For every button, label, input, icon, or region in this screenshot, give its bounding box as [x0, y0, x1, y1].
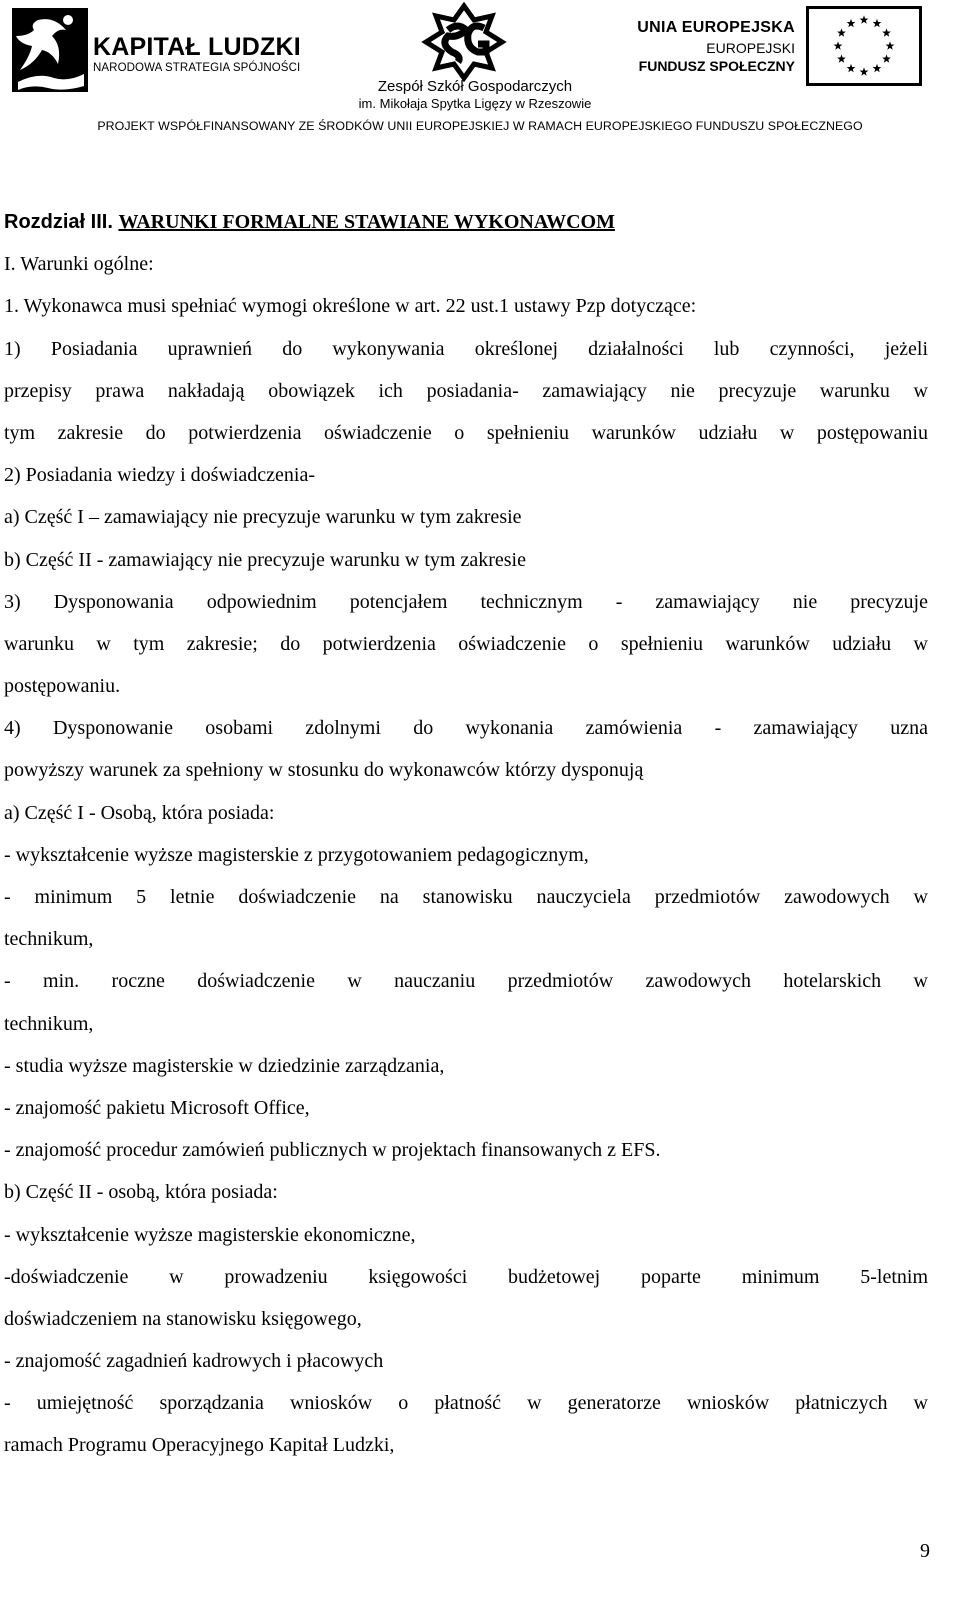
- kapital-ludzki-subtitle: NARODOWA STRATEGIA SPÓJNOŚCI: [93, 62, 301, 74]
- school-subname: im. Mikołaja Spytka Ligęzy w Rzeszowie: [358, 96, 592, 111]
- text-line: przepisy prawa nakładają obowiązek ich posiadania- zamawiający nie precyzuje warunku w: [4, 379, 928, 402]
- text-line: - studia wyższe magisterskie w dziedzinie zarządzania,: [4, 1054, 445, 1077]
- page-number: 9: [920, 1540, 930, 1562]
- school-emblem-icon: [418, 2, 510, 82]
- text-line: technikum,: [4, 928, 94, 951]
- document-header: [0, 0, 960, 145]
- text-line: - znajomość procedur zamówień publicznych w projektach finansowanych z EFS.: [4, 1139, 661, 1162]
- text-line: 2) Posiadania wiedzy i doświadczenia-: [4, 464, 316, 487]
- kapital-ludzki-logo-icon: [8, 6, 90, 94]
- chapter-heading-title: WARUNKI FORMALNE STAWIANE WYKONAWCOM: [118, 211, 615, 233]
- text-line: ramach Programu Operacyjnego Kapitał Ludzki,: [4, 1434, 395, 1457]
- text-line: 4) Dysponowanie osobami zdolnymi do wykonania zamówienia - zamawiający uzna: [4, 717, 928, 740]
- chapter-heading: [4, 201, 928, 243]
- text-line: - minimum 5 letnie doświadczenie na stanowisku nauczyciela przedmiotów zawodowych w: [4, 886, 928, 908]
- text-line: - wykształcenie wyższe magisterskie ekonomiczne,: [4, 1223, 416, 1246]
- text-line: 1) Posiadania uprawnień do wykonywania określonej działalności lub czynności, jeżeli: [4, 337, 928, 360]
- text-line: - umiejętność sporządzania wniosków o płatność w generatorze wniosków płatniczych w: [4, 1392, 928, 1415]
- text-line: -doświadczenie w prowadzeniu księgowości budżetowej poparte minimum 5-letnim: [4, 1265, 928, 1288]
- text-line: a) Część I - Osobą, która posiada:: [4, 801, 275, 824]
- text-line: tym zakresie do potwierdzenia oświadczenie o spełnieniu warunków udziału w postępowaniu: [4, 421, 928, 444]
- text-line: warunku w tym zakresie; do potwierdzenia oświadczenie o spełnieniu warunków udziału w: [4, 632, 928, 655]
- school-name: Zespół Szkół Gospodarczych: [377, 78, 573, 95]
- eu-title: UNIA EUROPEJSKA: [637, 19, 795, 36]
- text-line: doświadczeniem na stanowisku księgowego,: [4, 1307, 362, 1330]
- eu-flag-icon: [806, 6, 922, 86]
- text-line: postępowaniu.: [4, 675, 121, 698]
- text-line: 3) Dysponowania odpowiednim potencjałem technicznym - zamawiający nie precyzuje: [4, 590, 928, 613]
- text-line: b) Część II - osobą, która posiada:: [4, 1181, 278, 1204]
- project-funding-line: PROJEKT WSPÓŁFINANSOWANY ZE ŚRODKÓW UNII EUROPEJSKIEJ W RAMACH EUROPEJSKIEGO FUNDUSZU SPOŁECZNEGO: [97, 119, 863, 133]
- text-line: 1. Wykonawca musi spełniać wymogi określone w art. 22 ust.1 ustawy Pzp dotyczące:: [4, 295, 697, 318]
- text-line: b) Część II - zamawiający nie precyzuje warunku w tym zakresie: [4, 548, 526, 571]
- text-line: a) Część I – zamawiający nie precyzuje warunku w tym zakresie: [4, 506, 522, 529]
- text-line: - wykształcenie wyższe magisterskie z przygotowaniem pedagogicznym,: [4, 843, 589, 866]
- text-line: powyższy warunek za spełniony w stosunku do wykonawców którzy dysponują: [4, 759, 644, 782]
- eu-fund-line-2: FUNDUSZ SPOŁECZNY: [638, 58, 795, 74]
- eu-fund-line-1: EUROPEJSKI: [706, 40, 795, 56]
- text-line: - znajomość zagadnień kadrowych i płacowych: [4, 1350, 384, 1373]
- text-line: - znajomość pakietu Microsoft Office,: [4, 1096, 310, 1119]
- document-body: [4, 201, 928, 1467]
- kapital-ludzki-title: KAPITAŁ LUDZKI: [93, 33, 301, 61]
- text-line: - min. roczne doświadczenie w nauczaniu przedmiotów zawodowych hotelarskich w: [4, 970, 928, 993]
- text-line: technikum,: [4, 1012, 94, 1035]
- text-line: I. Warunki ogólne:: [4, 253, 154, 276]
- chapter-heading-prefix: Rozdział III.: [4, 211, 119, 233]
